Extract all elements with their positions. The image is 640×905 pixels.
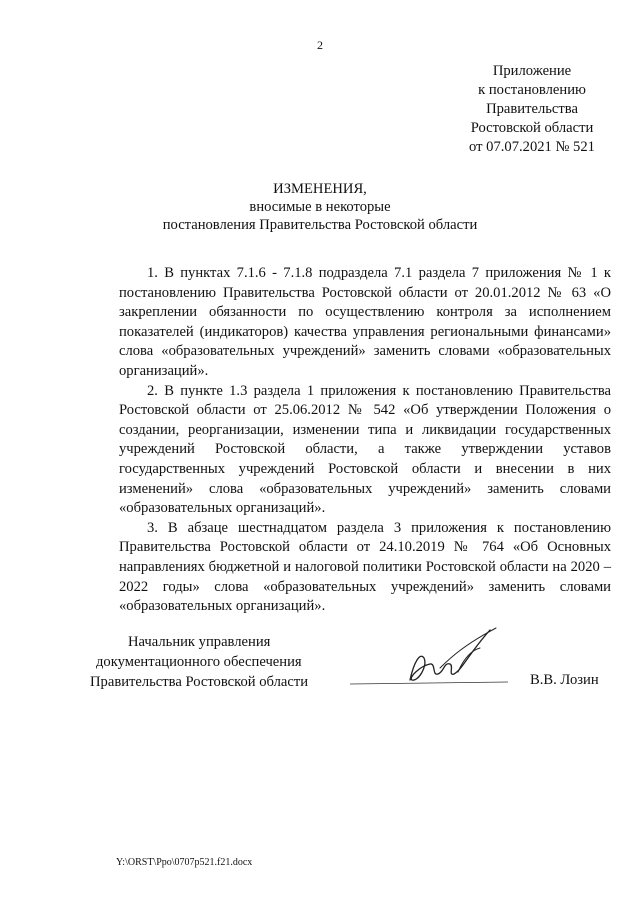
document-title bbox=[0, 180, 640, 234]
appendix-line: от 07.07.2021 № 521 bbox=[469, 139, 595, 155]
paragraph-3: 3. В абзаце шестнадцатом раздела 3 приложения к постановлению Правительства Ростовской области от 24.10.2019 № 764 «Об Основных направлениях бюджетной и налоговой политики Ростовской области на 2020 – 2022 годы» слова «образовательных учреждений» заменить словами «образовательных организаций». bbox=[119, 519, 611, 615]
document-body bbox=[119, 264, 611, 617]
appendix-line: к постановлению bbox=[478, 82, 586, 98]
paragraph-2: 2. В пункте 1.3 раздела 1 приложения к постановлению Правительства Ростовской области от 25.06.2012 № 542 «Об утверждении Положения о создании, реорганизации, изменении типа и ликвидации государственных учреждений Ростовской области, а также утверждении уставов государственных учреждений Ростовской области и внесении в них изменений» слова «образовательных учреждений» заменить словами «образовательных организаций». bbox=[119, 382, 611, 517]
title-subtitle-2: постановления Правительства Ростовской области bbox=[162, 217, 478, 233]
handwritten-signature bbox=[340, 622, 510, 702]
signer-name: В.В. Лозин bbox=[530, 672, 599, 688]
paragraph-1: 1. В пунктах 7.1.6 - 7.1.8 подраздела 7.1 раздела 7 приложения № 1 к постановлению Правительства Ростовской области от 20.01.2012 № 63 «О закреплении обязанности по осуществлению контроля за исполнением показателей (индикаторов) качества управления региональными финансами» слова «образовательных учреждений» заменить словами «образовательных организаций». bbox=[119, 265, 611, 379]
signer-position-line: Правительства Ростовской области bbox=[90, 674, 309, 690]
appendix-line: Правительства bbox=[486, 101, 578, 117]
appendix-line: Ростовской области bbox=[470, 120, 594, 136]
title-heading: ИЗМЕНЕНИЯ, bbox=[273, 181, 367, 197]
signer-position-line: Начальник управления bbox=[128, 634, 271, 650]
appendix-block bbox=[420, 62, 640, 157]
title-subtitle-1: вносимые в некоторые bbox=[249, 199, 391, 215]
signer-position-line: документационного обеспечения bbox=[96, 654, 302, 670]
appendix-line: Приложение bbox=[492, 63, 572, 79]
page-number: 2 bbox=[317, 38, 323, 52]
file-path-footer: Y:\ORST\Ppo\0707p521.f21.docx bbox=[116, 857, 253, 868]
